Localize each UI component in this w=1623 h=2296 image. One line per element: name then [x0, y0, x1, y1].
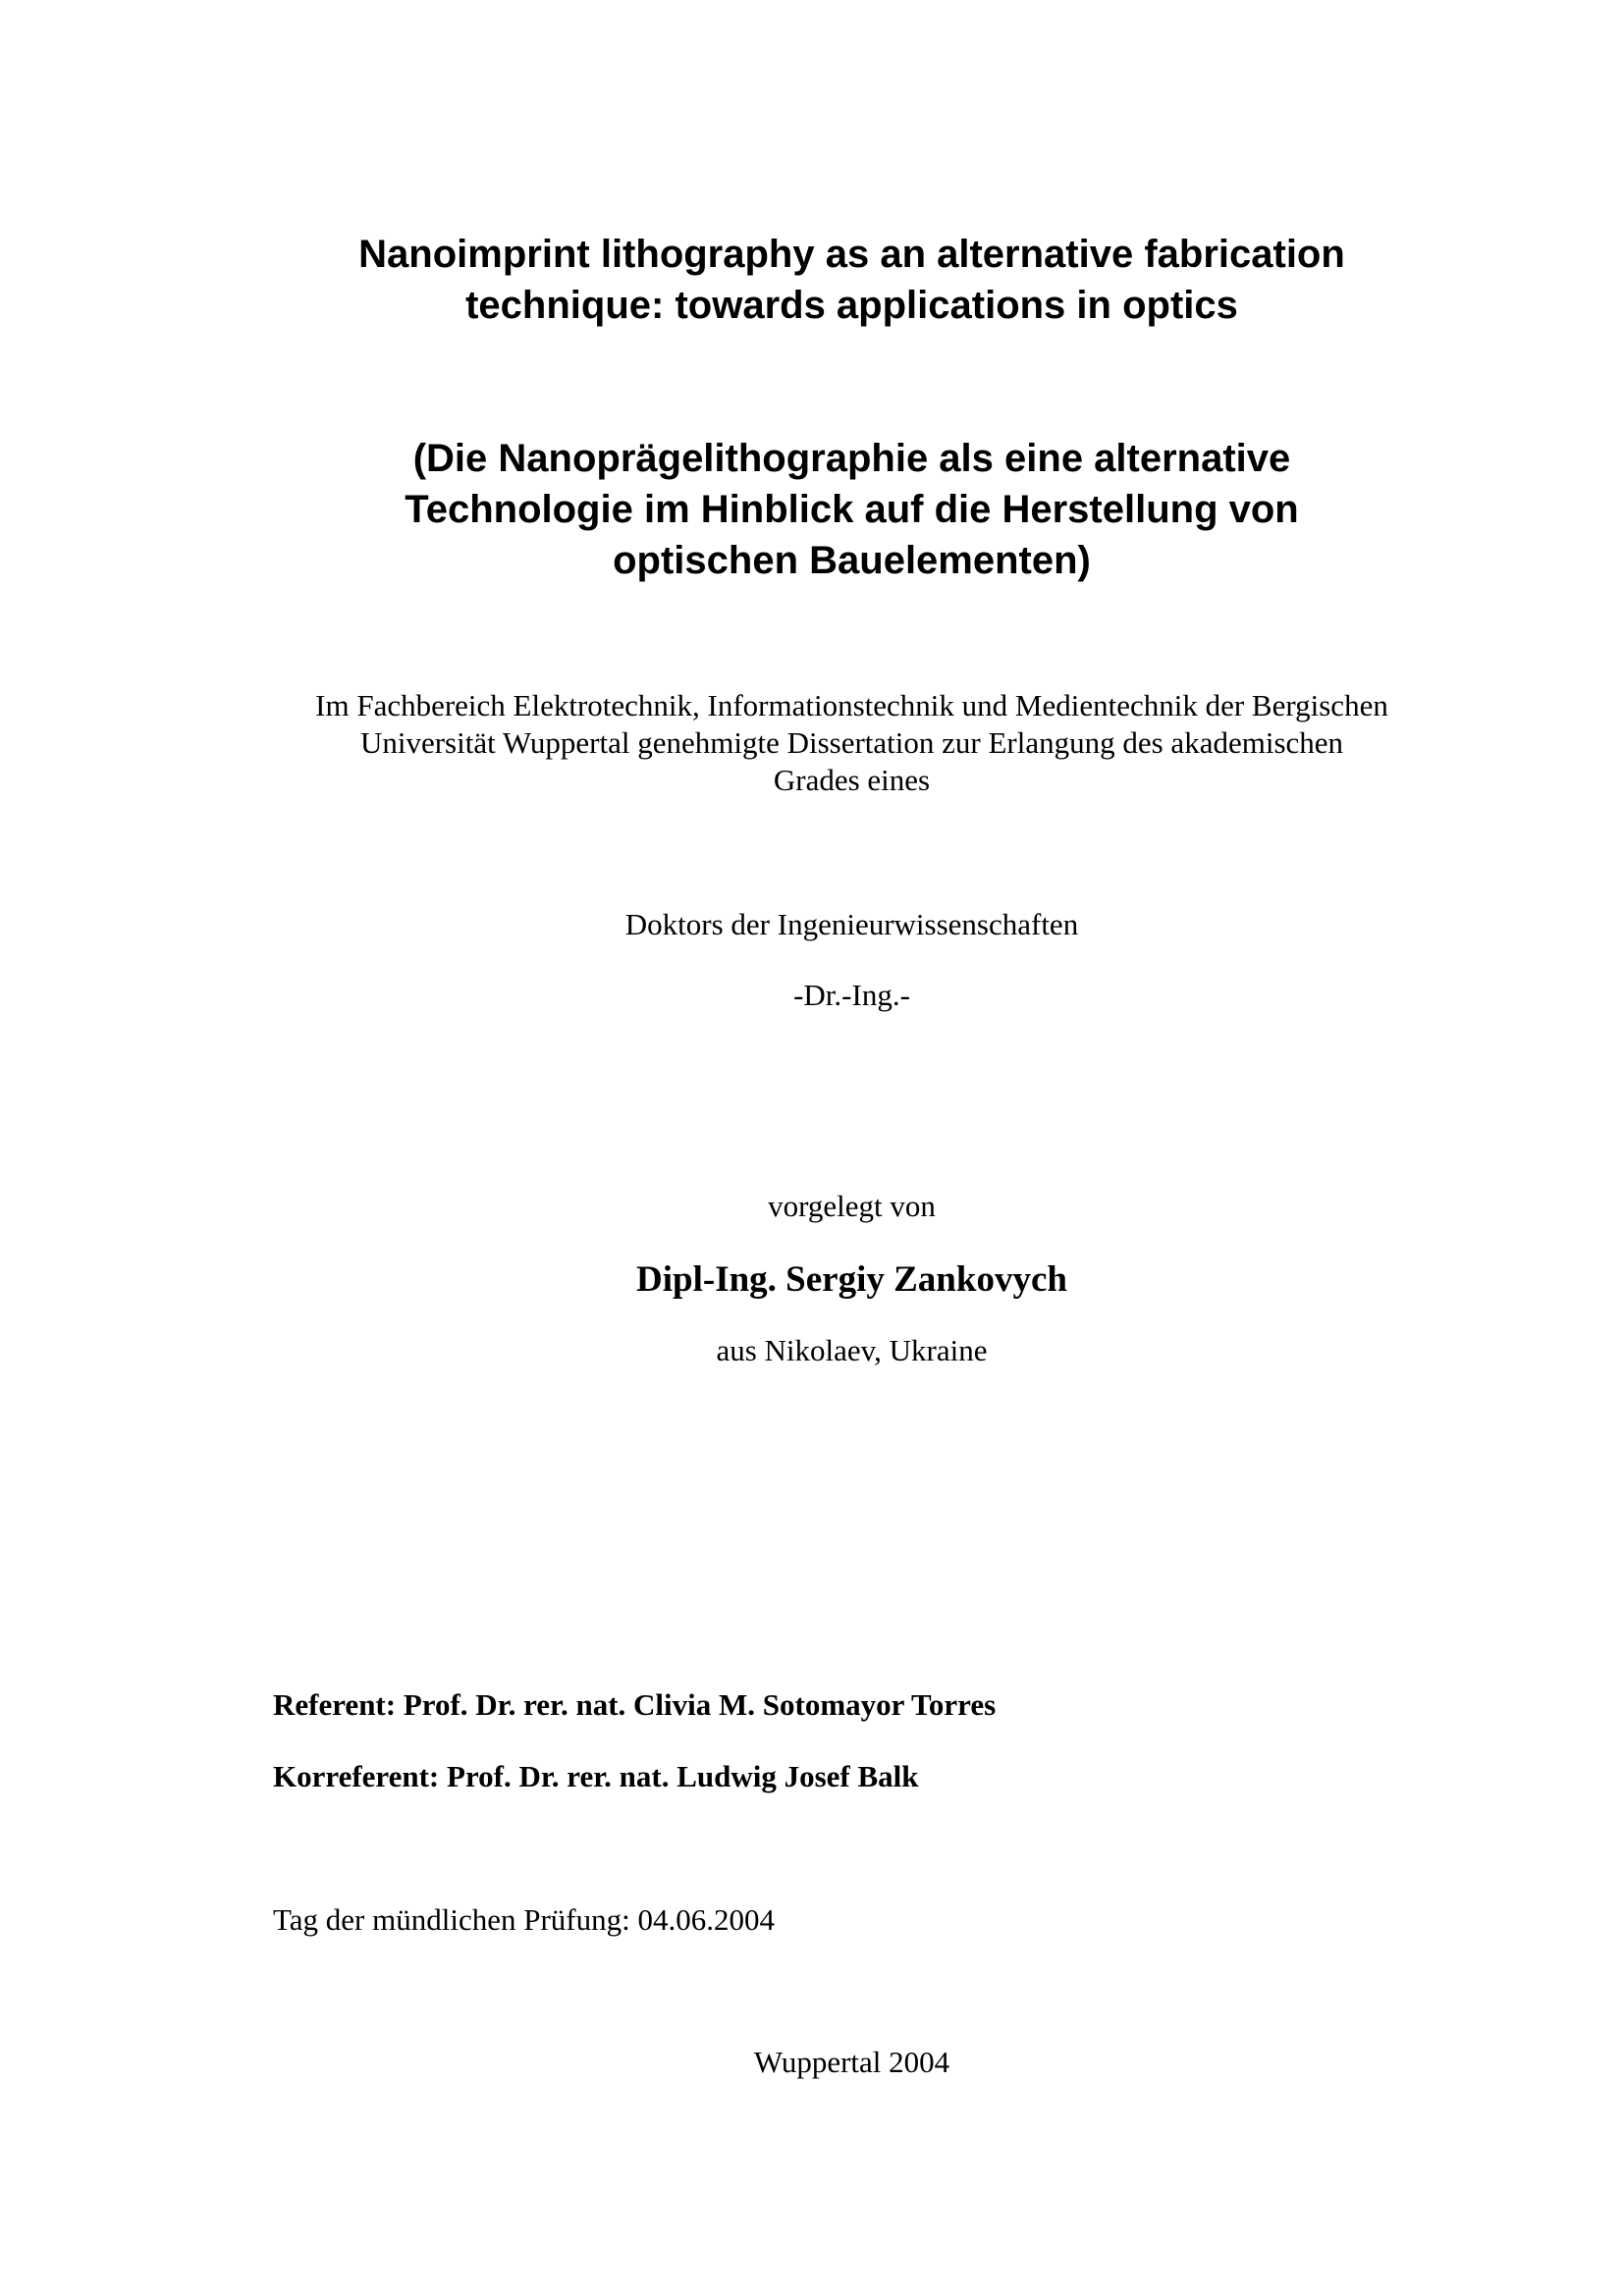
oral-exam-date: Tag der mündlichen Prüfung: 04.06.2004	[273, 1902, 775, 1937]
referent: Referent: Prof. Dr. rer. nat. Clivia M. Sotomayor Torres	[273, 1687, 997, 1722]
english-title-line-1: Nanoimprint lithography as an alternative fabrication	[358, 233, 1345, 276]
dissertation-statement-line-3: Grades eines	[773, 763, 931, 797]
german-title-line-2: Technologie im Hinblick auf die Herstellung von	[405, 488, 1299, 531]
degree-name: Doktors der Ingenieurwissenschaften	[624, 907, 1079, 941]
english-title	[0, 229, 1623, 331]
german-title	[0, 433, 1623, 586]
german-title-line-3: optischen Bauelementen)	[613, 539, 1091, 582]
submitted-by-label: vorgelegt von	[768, 1189, 936, 1223]
english-title-line-2: technique: towards applications in optics	[465, 284, 1238, 327]
degree-abbreviation: -Dr.-Ing.-	[793, 978, 910, 1012]
author-origin: aus Nikolaev, Ukraine	[716, 1333, 988, 1367]
korreferent: Korreferent: Prof. Dr. rer. nat. Ludwig Josef Balk	[273, 1759, 919, 1793]
author-name: Dipl-Ing. Sergiy Zankovych	[636, 1259, 1067, 1300]
dissertation-statement-line-2: Universität Wuppertal genehmigte Dissertation zur Erlangung des akademischen	[359, 725, 1344, 760]
dissertation-statement-line-1: Im Fachbereich Elektrotechnik, Informationstechnik und Medientechnik der Bergischen	[315, 688, 1388, 722]
place-and-year: Wuppertal 2004	[753, 2045, 950, 2079]
dissertation-statement	[0, 687, 1623, 799]
german-title-line-1: (Die Nanoprägelithographie als eine alternative	[412, 437, 1291, 480]
